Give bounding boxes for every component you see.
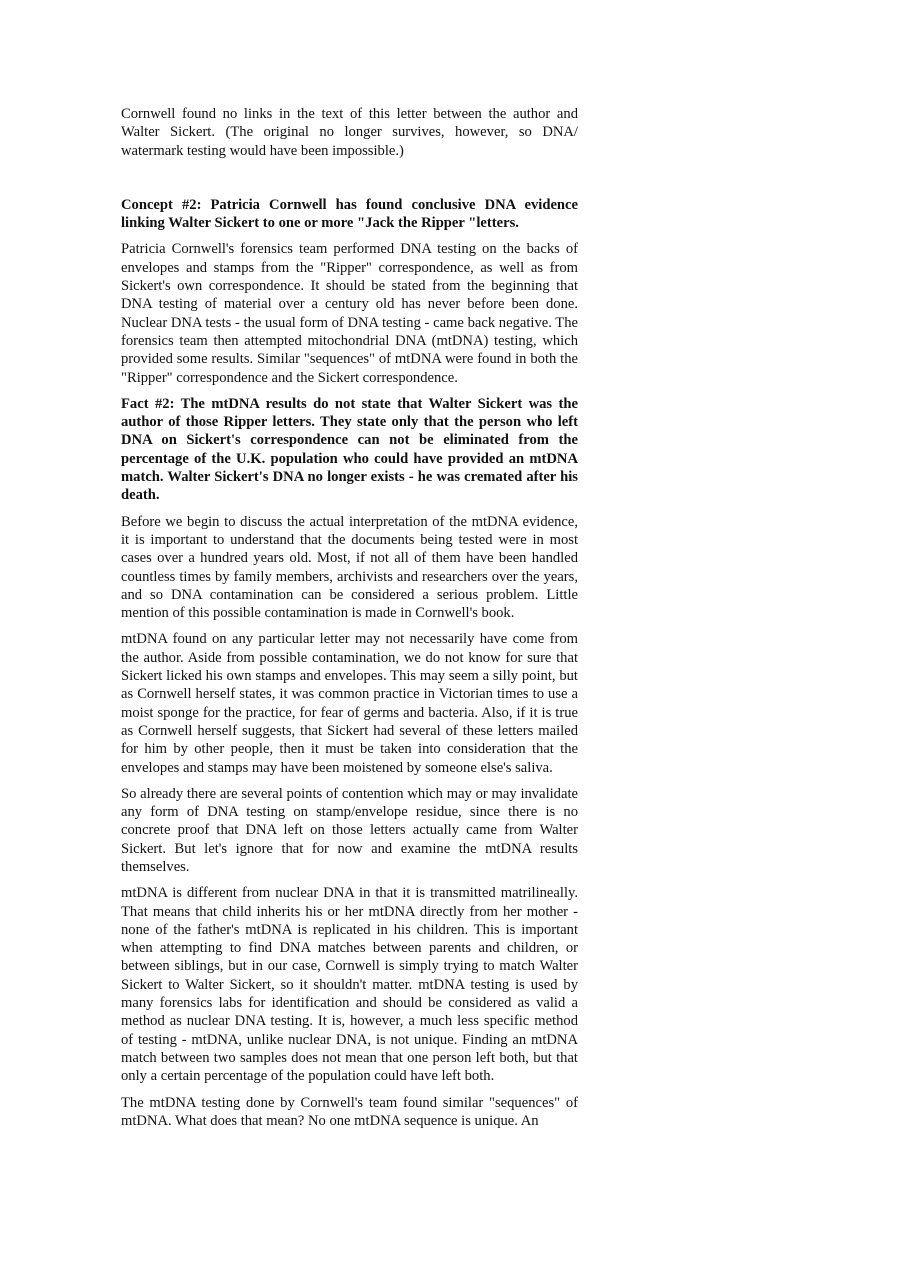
document-page [121, 105, 578, 1138]
fact-2-heading: Fact #2: The mtDNA results do not state that Walter Sickert was the author of those Ripper letters. They state only that the person who left DNA on Sickert's correspondence can not be eliminated from the percentage of the U.K. population who could have provided an mtDNA match. Walter Sickert's DNA no longer exists - he was cremated after his death. [121, 395, 578, 504]
paragraph-forensics-testing: Patricia Cornwell's forensics team performed DNA testing on the backs of envelopes and stamps from the "Ripper" correspondence, as well as from Sickert's own correspondence. It should be stated from the beginning that DNA testing of material over a century old has never before been done. Nuclear DNA tests - the usual form of DNA testing - came back negative. The forensics team then attempted mitochondrial DNA (mtDNA) testing, which provided some results. Similar "sequences" of mtDNA were found in both the "Ripper" correspondence and the Sickert correspondence. [121, 241, 578, 386]
paragraph-matrilineal: mtDNA is different from nuclear DNA in that it is transmitted matrilineally. That means that child inherits his or her mtDNA directly from her mother - none of the father's mtDNA is replicated in his children. This is important when attempting to find DNA matches between parents and children, or between siblings, but in our case, Cornwell is simply trying to match Walter Sickert to Walter Sickert, so it shouldn't matter. mtDNA testing is used by many forensics labs for identification and should be considered as valid a method as nuclear DNA testing. It is, however, a much less specific method of testing - mtDNA, unlike nuclear DNA, is not unique. Finding an mtDNA match between two samples does not mean that one person left both, but that only a certain percentage of the population could have left both. [121, 885, 578, 1085]
concept-2-heading: Concept #2: Patricia Cornwell has found conclusive DNA evidence linking Walter Sickert to one or more "Jack the Ripper "letters. [121, 196, 578, 232]
paragraph-contamination: Before we begin to discuss the actual interpretation of the mtDNA evidence, it is important to understand that the documents being tested were in most cases over a hundred years old. Most, if not all of them have been handled countless times by family members, archivists and researchers over the years, and so DNA contamination can be considered a serious problem. Little mention of this possible contamination is made in Cornwell's book. [121, 513, 578, 622]
paragraph-letter-note: Cornwell found no links in the text of this letter between the author and Walter Sickert. (The original no longer survives, however, so DNA/ watermark testing would have been impossible.) [121, 106, 578, 159]
paragraph-sequences: The mtDNA testing done by Cornwell's team found similar "sequences" of mtDNA. What does that mean? No one mtDNA sequence is unique. An [121, 1094, 578, 1129]
paragraph-saliva: mtDNA found on any particular letter may not necessarily have come from the author. Aside from possible contamination, we do not know for sure that Sickert licked his own stamps and envelopes. This may seem a silly point, but as Cornwell herself states, it was common practice in Victorian times to use a moist sponge for the practice, for fear of germs and bacteria. Also, if it is true as Cornwell herself suggests, that Sickert had several of these letters mailed for him by other people, then it must be taken into consideration that the envelopes and stamps may have been moistened by someone else's saliva. [121, 631, 578, 776]
paragraph-contention: So already there are several points of contention which may or may invalidate any form of DNA testing on stamp/envelope residue, since there is no concrete proof that DNA left on those letters actually came from Walter Sickert. But let's ignore that for now and examine the mtDNA results themselves. [121, 785, 578, 875]
